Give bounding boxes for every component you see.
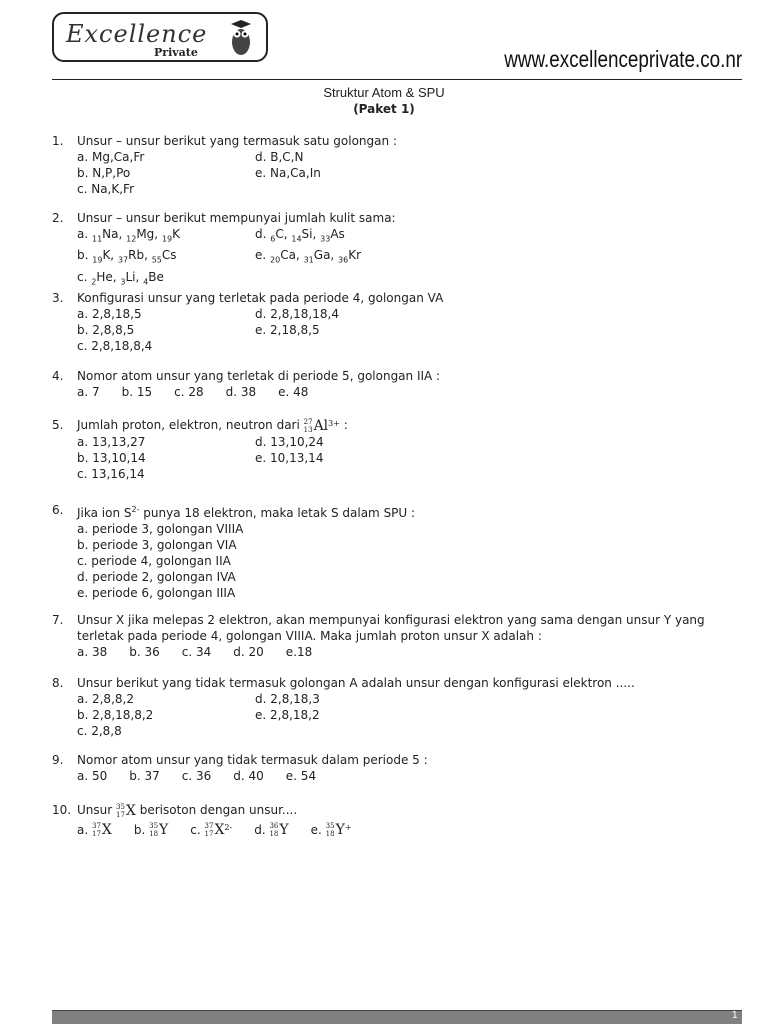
question-text xyxy=(77,290,742,306)
answer-option[interactable] xyxy=(190,823,232,837)
header-divider xyxy=(52,79,742,80)
text-segment: b. periode 3, golongan VIA xyxy=(77,538,237,552)
page-number: 1 xyxy=(731,1010,738,1021)
text-segment: d. 40 xyxy=(233,769,264,783)
answer-option[interactable] xyxy=(77,322,255,338)
question-number: 1. xyxy=(52,134,64,148)
text-segment: Be xyxy=(148,269,164,284)
mass-atomic-numbers xyxy=(304,418,313,434)
text-segment: berisoton dengan unsur.... xyxy=(135,803,298,817)
answer-option[interactable] xyxy=(77,149,255,165)
text-segment: b. 37 xyxy=(129,769,160,783)
nuclide-notation xyxy=(269,822,288,838)
mass-number: 35 xyxy=(116,802,125,811)
atomic-number-subscript: 2 xyxy=(91,277,97,287)
question-7 xyxy=(52,612,742,660)
answer-option[interactable] xyxy=(77,707,255,723)
answer-option[interactable] xyxy=(255,450,742,466)
question-text xyxy=(77,612,742,644)
question-number: 4. xyxy=(52,369,64,383)
mass-atomic-numbers xyxy=(205,822,214,838)
answer-option[interactable] xyxy=(134,823,168,837)
mass-atomic-numbers xyxy=(116,803,125,819)
text-segment: d. 38 xyxy=(225,385,257,399)
answer-options xyxy=(77,434,742,482)
atomic-number-subscript: 14 xyxy=(291,234,302,244)
text-segment: e. xyxy=(255,248,271,263)
text-segment: As xyxy=(330,227,345,241)
mass-number: 35 xyxy=(325,822,335,830)
answer-option[interactable] xyxy=(233,645,264,659)
element-symbol: Al xyxy=(313,417,329,434)
mass-atomic-numbers xyxy=(92,822,101,838)
question-number: 3. xyxy=(52,291,64,305)
answer-option[interactable] xyxy=(255,165,742,181)
question-number: 7. xyxy=(52,613,64,627)
text-segment: Mg, xyxy=(136,227,162,241)
text-segment: a. 2,8,18,5 xyxy=(77,307,142,321)
nuclide-notation xyxy=(149,822,168,838)
answer-option[interactable] xyxy=(77,537,742,553)
atomic-number-subscript: 36 xyxy=(338,255,349,265)
text-segment: Nomor atom unsur yang terletak di periode 5, golongan IIA : xyxy=(77,369,441,383)
page-title: Struktur Atom & SPU xyxy=(323,85,445,100)
question-number: 5. xyxy=(52,418,64,432)
atomic-number: 18 xyxy=(149,830,159,838)
mass-number: 37 xyxy=(91,822,101,830)
element-symbol: X xyxy=(214,822,225,838)
question-text xyxy=(77,133,742,149)
element-symbol: Y xyxy=(335,822,345,838)
answer-option[interactable] xyxy=(122,385,153,399)
text-segment: Na, xyxy=(102,227,127,241)
text-segment: c. periode 4, golongan IIA xyxy=(77,554,231,568)
text-segment: a. Mg,Ca,Fr xyxy=(77,150,145,164)
text-segment: b. xyxy=(77,248,93,263)
text-segment: a. xyxy=(77,227,92,241)
text-segment: c. 28 xyxy=(174,385,204,399)
text-segment: a. periode 3, golongan VIIIA xyxy=(77,522,244,536)
atomic-number: 17 xyxy=(204,830,214,838)
question-2 xyxy=(52,210,742,290)
atomic-number: 17 xyxy=(116,810,125,819)
text-segment: Jumlah proton, elektron, neutron dari xyxy=(77,418,304,432)
text-segment: punya 18 elektron, maka letak S dalam SPU : xyxy=(139,506,416,520)
text-segment: K, xyxy=(102,248,118,263)
atomic-number-subscript: 6 xyxy=(270,234,276,244)
owl-icon xyxy=(226,18,256,58)
answer-options xyxy=(77,644,742,660)
answer-option[interactable] xyxy=(77,434,255,450)
text-segment: d. B,C,N xyxy=(255,150,304,164)
text-segment: b. xyxy=(133,822,150,837)
answer-option[interactable] xyxy=(182,769,212,783)
text-segment: e. 48 xyxy=(278,385,309,399)
text-segment: : xyxy=(339,418,348,432)
question-number: 8. xyxy=(52,676,64,690)
atomic-number-subscript: 4 xyxy=(143,277,149,287)
question-4 xyxy=(52,368,742,400)
text-segment: d. periode 2, golongan IVA xyxy=(77,570,236,584)
answer-options xyxy=(77,306,742,354)
atomic-number-subscript: 20 xyxy=(270,255,281,265)
answer-option[interactable] xyxy=(255,306,742,322)
text-segment: d. 13,10,24 xyxy=(255,434,324,449)
answer-options xyxy=(77,768,742,784)
text-segment: c. 13,16,14 xyxy=(77,466,145,481)
answer-option[interactable] xyxy=(233,769,264,783)
question-text xyxy=(77,502,742,521)
text-segment: Unsur – unsur berikut yang termasuk satu golongan : xyxy=(77,134,397,148)
answer-option[interactable] xyxy=(129,645,160,659)
answer-option[interactable] xyxy=(77,450,255,466)
mass-number: 36 xyxy=(269,822,279,830)
atomic-number-subscript: 11 xyxy=(91,234,103,244)
answer-option[interactable] xyxy=(77,723,255,739)
mass-number: 27 xyxy=(303,417,313,426)
question-text xyxy=(77,368,742,384)
text-segment: Jika ion S xyxy=(77,506,132,520)
answer-option[interactable] xyxy=(77,466,255,482)
mass-atomic-numbers xyxy=(326,822,335,838)
text-segment: b. 15 xyxy=(121,385,153,399)
question-number: 2. xyxy=(52,211,64,225)
answer-option[interactable] xyxy=(77,645,107,659)
nuclide-notation xyxy=(304,418,340,434)
text-segment: e. 10,13,14 xyxy=(255,450,324,465)
answer-option[interactable] xyxy=(77,247,255,268)
text-segment: b. 36 xyxy=(129,645,160,659)
text-segment: c. 2,8,8 xyxy=(77,724,122,738)
text-segment: He, xyxy=(96,269,121,284)
answer-option[interactable] xyxy=(278,385,308,399)
text-segment: d. xyxy=(254,822,270,837)
text-segment: Ga, xyxy=(313,248,339,263)
answer-option[interactable] xyxy=(182,645,212,659)
answer-option[interactable] xyxy=(77,585,742,601)
answer-option[interactable] xyxy=(129,769,160,783)
nuclide-notation xyxy=(92,822,112,838)
question-5 xyxy=(52,417,742,482)
question-number: 6. xyxy=(52,503,64,517)
answer-option[interactable] xyxy=(77,691,255,707)
answer-option[interactable] xyxy=(286,645,312,659)
mass-number: 35 xyxy=(149,822,159,830)
atomic-number: 18 xyxy=(269,830,279,838)
text-segment: a. 7 xyxy=(77,385,100,399)
atomic-number-subscript: 37 xyxy=(117,255,129,265)
text-segment: C, xyxy=(275,227,292,241)
text-segment: Si, xyxy=(301,227,321,241)
answer-option[interactable] xyxy=(77,338,255,354)
answer-option[interactable] xyxy=(77,569,742,585)
mass-number: 37 xyxy=(204,822,214,830)
answer-option[interactable] xyxy=(255,226,742,247)
text-segment: e. periode 6, golongan IIIA xyxy=(77,586,236,600)
atomic-number: 13 xyxy=(303,425,313,434)
text-segment: d. 2,8,18,3 xyxy=(255,692,320,706)
nuclide-notation xyxy=(326,822,352,838)
answer-option[interactable] xyxy=(77,181,255,197)
text-segment: c. xyxy=(77,269,92,284)
question-text xyxy=(77,210,742,226)
answer-options xyxy=(77,149,742,197)
answer-options xyxy=(77,226,742,290)
atomic-number-subscript: 31 xyxy=(303,255,314,265)
answer-option[interactable] xyxy=(77,521,742,537)
text-segment: d. 20 xyxy=(233,645,264,659)
answer-option[interactable] xyxy=(226,385,257,399)
nuclide-notation xyxy=(205,822,233,838)
text-segment: Konfigurasi unsur yang terletak pada periode 4, golongan VA xyxy=(77,291,444,305)
text-segment: a. 2,8,8,2 xyxy=(77,692,134,706)
answer-option[interactable] xyxy=(77,823,112,837)
text-segment: b. 2,8,18,8,2 xyxy=(77,708,154,722)
answer-option[interactable] xyxy=(174,385,204,399)
charge-superscript: 2- xyxy=(131,505,140,514)
question-3 xyxy=(52,290,742,354)
text-segment: c. xyxy=(190,822,205,837)
element-symbol: X xyxy=(101,822,112,838)
atomic-number-subscript: 19 xyxy=(161,234,173,244)
logo-subtext: Private xyxy=(154,46,198,59)
atomic-number-subscript: 19 xyxy=(92,255,103,265)
answer-option[interactable] xyxy=(77,553,742,569)
element-symbol: Y xyxy=(159,822,169,838)
text-segment: e. Na,Ca,In xyxy=(255,166,321,180)
question-text xyxy=(77,752,742,768)
text-segment: e.18 xyxy=(285,645,313,659)
question-8 xyxy=(52,675,742,739)
website-url: www.excellenceprivate.co.nr xyxy=(504,46,742,72)
answer-options xyxy=(77,691,742,739)
atomic-number: 17 xyxy=(91,830,101,838)
logo-text: Excellence xyxy=(66,20,208,48)
mass-atomic-numbers xyxy=(149,822,158,838)
text-segment: c. 36 xyxy=(181,769,212,783)
question-1 xyxy=(52,133,742,197)
answer-options xyxy=(77,384,742,400)
answer-options xyxy=(77,822,742,839)
atomic-number-subscript: 12 xyxy=(126,234,137,244)
answer-option[interactable] xyxy=(77,226,255,247)
page-subtitle: (Paket 1) xyxy=(353,102,415,116)
text-segment: e. 2,18,8,5 xyxy=(255,323,320,337)
text-segment: b. N,P,Po xyxy=(77,166,131,180)
ion-charge: 3+ xyxy=(328,418,340,428)
nuclide-notation xyxy=(116,803,136,819)
text-segment: b. 13,10,14 xyxy=(77,450,146,465)
text-segment: d. 2,8,18,18,4 xyxy=(255,307,339,321)
text-segment: d. xyxy=(255,227,271,241)
answer-option[interactable] xyxy=(77,306,255,322)
text-segment: Unsur – unsur berikut mempunyai jumlah kulit sama: xyxy=(77,211,396,225)
answer-option[interactable] xyxy=(255,322,742,338)
answer-option[interactable] xyxy=(77,165,255,181)
answer-option[interactable] xyxy=(255,247,742,268)
excellence-private-logo xyxy=(52,12,268,62)
text-segment: Kr xyxy=(348,248,362,263)
answer-option[interactable] xyxy=(77,385,100,399)
text-segment: e. 2,8,18,2 xyxy=(255,708,320,722)
answer-option[interactable] xyxy=(254,823,288,837)
mass-atomic-numbers xyxy=(269,822,278,838)
text-segment: a. 38 xyxy=(77,645,108,659)
text-segment: e. 54 xyxy=(285,769,317,783)
footer-bar xyxy=(52,1010,742,1024)
answer-option[interactable] xyxy=(286,769,316,783)
answer-option[interactable] xyxy=(77,769,107,783)
atomic-number: 18 xyxy=(325,830,335,838)
text-segment: Unsur berikut yang tidak termasuk golongan A adalah unsur dengan konfigurasi elektron ..... xyxy=(77,676,635,690)
text-segment: Unsur xyxy=(77,803,116,817)
answer-option[interactable] xyxy=(311,823,352,837)
text-segment: Cs xyxy=(161,248,177,263)
question-number: 10. xyxy=(52,803,72,817)
text-segment: c. 2,8,18,8,4 xyxy=(77,339,153,353)
text-segment: Unsur X jika melepas 2 elektron, akan mempunyai konfigurasi elektron yang sama dengan unsur Y yang terletak pada periode 4, golongan VIIIA. Maka jumlah proton unsur X adalah : xyxy=(77,613,705,643)
answer-option[interactable] xyxy=(77,269,255,290)
text-segment: a. 13,13,27 xyxy=(77,434,146,449)
question-text xyxy=(77,802,742,819)
answer-option[interactable] xyxy=(255,691,742,707)
element-symbol: Y xyxy=(279,822,289,838)
text-segment: a. xyxy=(77,822,92,837)
text-segment: c. 34 xyxy=(181,645,212,659)
text-segment: Li, xyxy=(125,269,144,284)
question-6 xyxy=(52,502,742,601)
atomic-number-subscript: 33 xyxy=(320,234,331,244)
question-10 xyxy=(52,802,742,838)
answer-option[interactable] xyxy=(255,707,742,723)
question-9 xyxy=(52,752,742,784)
text-segment: e. xyxy=(310,822,326,837)
ion-charge: 2- xyxy=(224,823,233,832)
text-segment: b. 2,8,8,5 xyxy=(77,323,135,337)
text-segment: a. 50 xyxy=(77,769,108,783)
answer-options xyxy=(77,521,742,601)
answer-option[interactable] xyxy=(255,434,742,450)
text-segment: Ca, xyxy=(280,248,304,263)
text-segment: c. Na,K,Fr xyxy=(77,182,135,196)
text-segment: K xyxy=(172,227,180,241)
question-text xyxy=(77,675,742,691)
question-text xyxy=(77,417,742,434)
question-number: 9. xyxy=(52,753,64,767)
atomic-number-subscript: 3 xyxy=(120,277,126,287)
element-symbol: X xyxy=(125,802,136,819)
ion-charge: + xyxy=(344,823,352,832)
answer-option[interactable] xyxy=(255,149,742,165)
atomic-number-subscript: 55 xyxy=(151,255,162,265)
text-segment: Nomor atom unsur yang tidak termasuk dalam periode 5 : xyxy=(77,753,428,767)
text-segment: Rb, xyxy=(128,248,152,263)
